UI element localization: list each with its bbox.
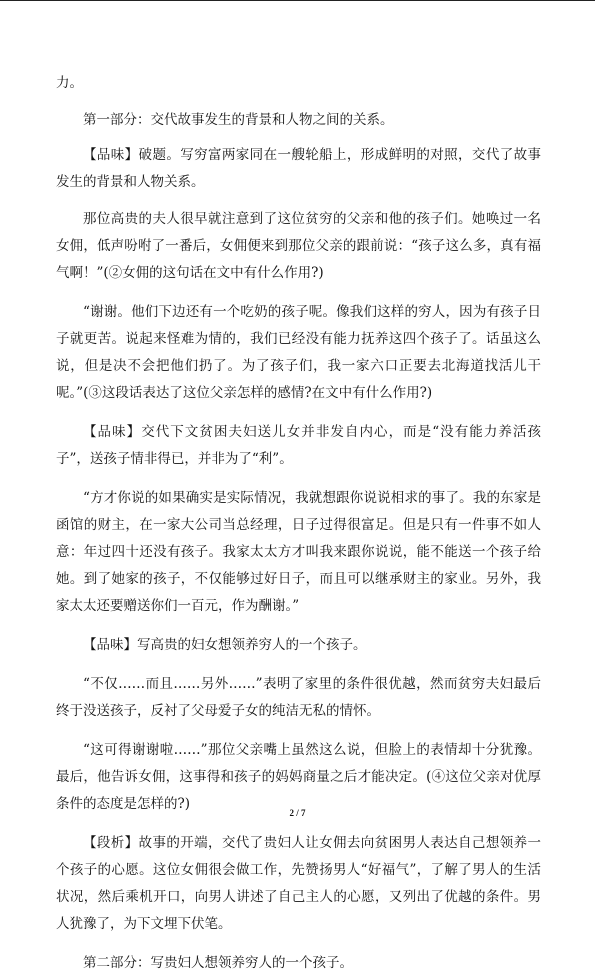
paragraph-story-3: “方才你说的如果确实是实际情况，我就想跟你说说相求的事了。我的东家是函馆的财主，在一家大公司当总经理，日子过得很富足。但是只有一件事不如人意：年过四十还没有孩子。我家太太方才叫我来跟你说说，能不能送一个孩子给她。到了她家的孩子，不仅能够过好日子，而且可以继承财主的家业。另外，我家太太还要赠送你们一百元，作为酬谢。”	[56, 490, 541, 614]
paragraph-pinwei-2: 【品味】交代下文贫困夫妇送儿女并非发自内心，而是“没有能力养活孩子”，送孩子情非得已，并非为了“利”。	[56, 424, 541, 467]
paragraph-duanxi: 【段析】故事的开端，交代了贵妇人让女佣去向贫困男人表达自己想领养一个孩子的心愿。这位女佣很会做工作，先赞扬男人“好福气”，了解了男人的生活状况，然后乘机开口，向男人讲述了自己主人的心愿，又列出了优越的条件。男人犹豫了，为下文埋下伏笔。	[56, 835, 541, 932]
paragraph-story-4: “这可得谢谢啦……”那位父亲嘴上虽然这么说，但脸上的表情却十分犹豫。最后，他告诉女佣，这事得和孩子的妈妈商量之后才能决定。(④这位父亲对优厚条件的态度是怎样的?)	[56, 742, 541, 812]
paragraph-section-two-heading: 第二部分：写贵妇人想领养穷人的一个孩子。	[83, 955, 353, 971]
paragraph-story-1: 那位高贵的夫人很早就注意到了这位贫穷的父亲和他的孩子们。她唤过一名女佣，低声吩咐了一番后，女佣便来到那位父亲的跟前说：“孩子这么多，真有福气啊！”(②女佣的这句话在文中有什么作用?)	[56, 211, 541, 281]
paragraph-analysis-1: “不仅……而且……另外……”表明了家里的条件很优越，然而贫穷夫妇最后终于没送孩子，反衬了父母爱子女的纯洁无私的情怀。	[56, 676, 541, 719]
paragraph-story-2: “谢谢。他们下边还有一个吃奶的孩子呢。像我们这样的穷人，因为有孩子日子就更苦。说起来怪难为情的，我们已经没有能力抚养这四个孩子了。话虽这么说，但是决不会把他们扔了。为了孩子们，我一家六口正要去北海道找活儿干呢。”(③这段话表达了这位父亲怎样的感情?在文中有什么作用?)	[56, 304, 541, 401]
paragraph-section-one-heading: 第一部分：交代故事发生的背景和人物之间的关系。	[83, 112, 394, 128]
page-number: 2 / 7	[289, 808, 306, 818]
paragraph-pinwei-1: 【品味】破题。写穷富两家同在一艘轮船上，形成鲜明的对照，交代了故事发生的背景和人物关系。	[56, 147, 541, 190]
paragraph-pinwei-3: 【品味】写高贵的妇女想领养穷人的一个孩子。	[83, 637, 367, 653]
paragraph-continuation: 力。	[56, 75, 83, 91]
top-rule	[0, 0, 595, 1]
